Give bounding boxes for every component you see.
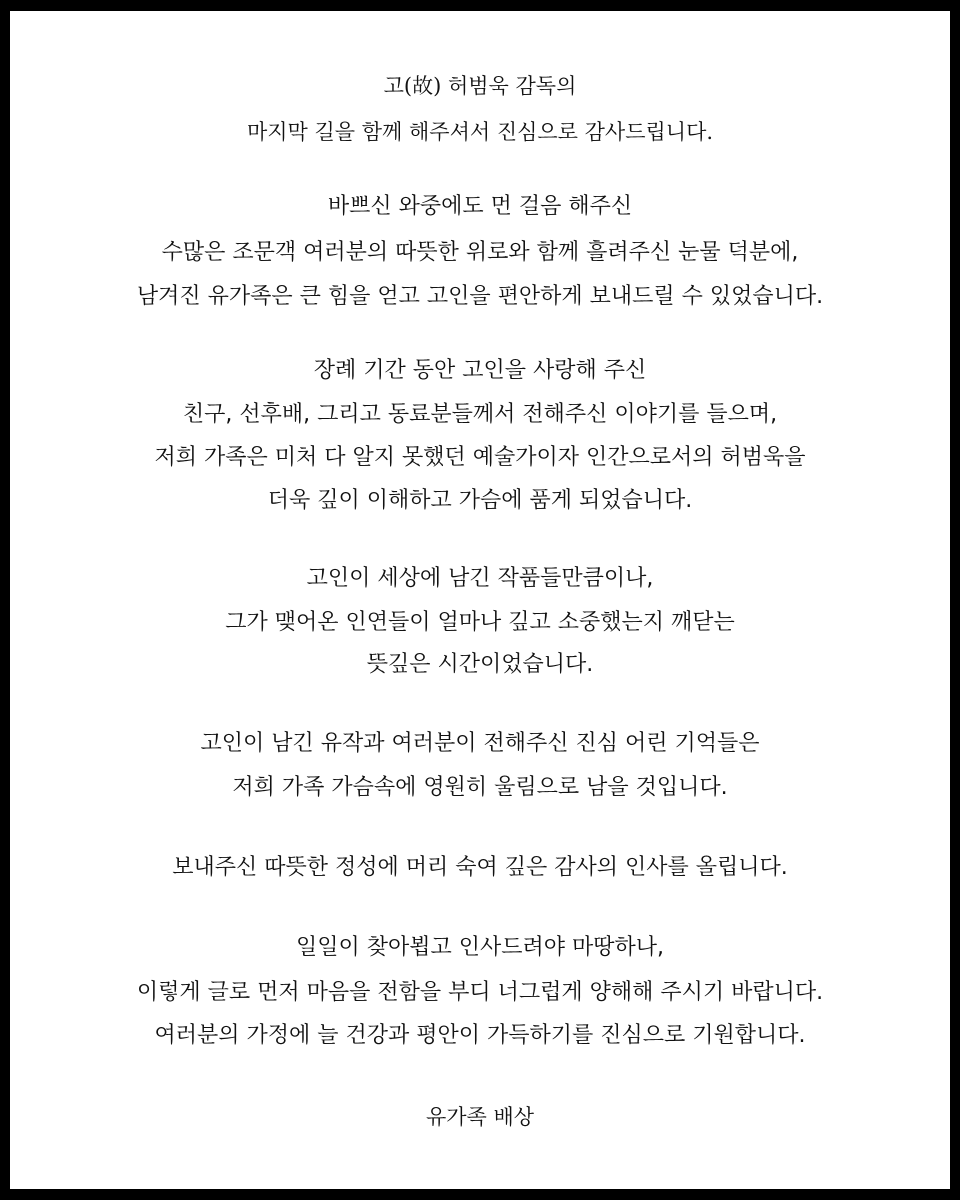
- paragraph-6-line-1: 일일이 찾아뵙고 인사드려야 마땅하나,: [295, 935, 664, 960]
- paragraph-5-line-1: 보내주신 따뜻한 정성에 머리 숙여 깊은 감사의 인사를 올립니다.: [172, 855, 788, 880]
- paragraph-1-line-1: 바쁘신 와중에도 먼 걸음 해주신: [327, 194, 633, 219]
- paragraph-1-line-2: 수많은 조문객 여러분의 따뜻한 위로와 함께 흘려주신 눈물 덕분에,: [161, 240, 799, 265]
- paragraph-2-line-1: 장례 기간 동안 고인을 사랑해 주신: [313, 358, 647, 383]
- opening-line-2: 마지막 길을 함께 해주셔서 진심으로 감사드립니다.: [246, 120, 714, 144]
- paragraph-3-line-1: 고인이 세상에 남긴 작품들만큼이나,: [306, 566, 654, 591]
- paragraph-1-line-3: 남겨진 유가족은 큰 힘을 얻고 고인을 편안하게 보내드릴 수 있었습니다.: [136, 284, 824, 309]
- condolence-letter: [10, 11, 950, 1189]
- paragraph-2-line-4: 더욱 깊이 이해하고 가슴에 품게 되었습니다.: [267, 488, 693, 513]
- paragraph-6-line-3: 여러분의 가정에 늘 건강과 평안이 가득하기를 진심으로 기원합니다.: [154, 1023, 806, 1048]
- paragraph-3-line-2: 그가 맺어온 인연들이 얼마나 깊고 소중했는지 깨닫는: [225, 610, 735, 635]
- paragraph-6-line-2: 이렇게 글로 먼저 마음을 전함을 부디 너그럽게 양해해 주시기 바랍니다.: [136, 980, 824, 1005]
- paragraph-3-line-3: 뜻깊은 시간이었습니다.: [366, 652, 594, 677]
- paragraph-4-line-1: 고인이 남긴 유작과 여러분이 전해주신 진심 어린 기억들은: [200, 731, 760, 756]
- opening-line-1: 고(故) 허범욱 감독의: [383, 74, 577, 98]
- signature: 유가족 배상: [425, 1105, 535, 1129]
- paragraph-2-line-2: 친구, 선후배, 그리고 동료분들께서 전해주신 이야기를 들으며,: [182, 402, 778, 427]
- paragraph-2-line-3: 저희 가족은 미처 다 알지 못했던 예술가이자 인간으로서의 허범욱을: [154, 445, 806, 470]
- paragraph-4-line-2: 저희 가족 가슴속에 영원히 울림으로 남을 것입니다.: [232, 775, 728, 800]
